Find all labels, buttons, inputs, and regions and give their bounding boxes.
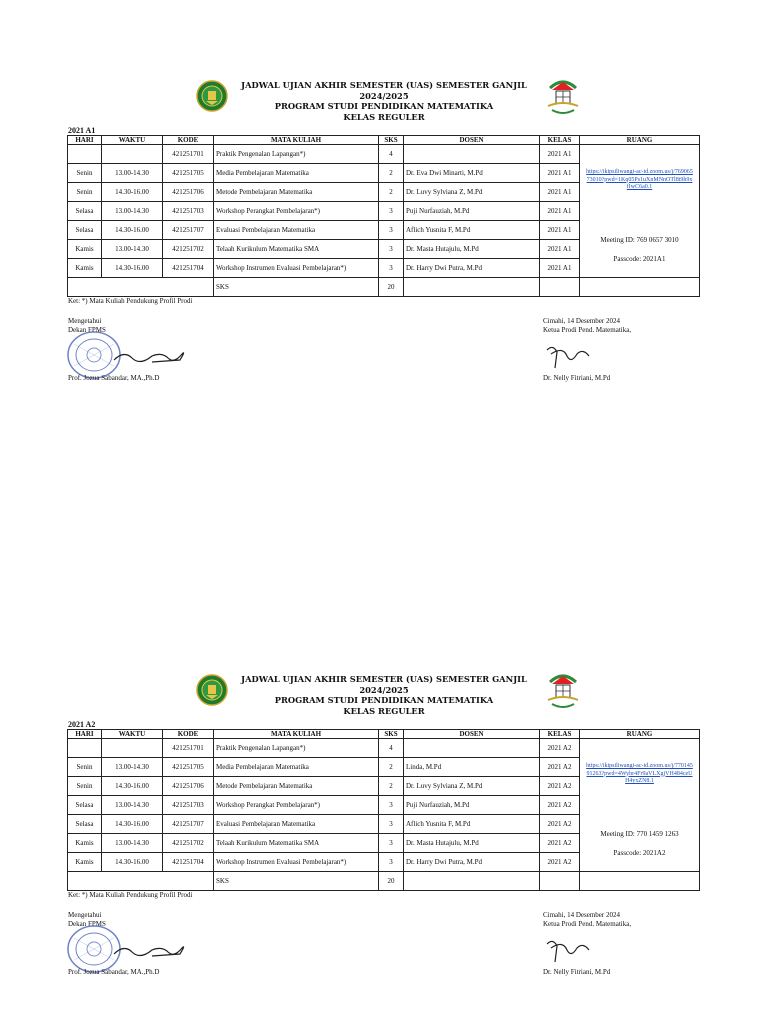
- table-row: [68, 739, 700, 758]
- cell-sks: 3: [379, 221, 404, 240]
- dean-signature-icon: [112, 344, 188, 368]
- cell-kode: 421251705: [163, 164, 214, 183]
- cell-waktu: 14.30-16.00: [102, 259, 163, 278]
- cell-kelas: 2021 A2: [540, 796, 580, 815]
- sign-left-line-1: Mengetahui: [68, 317, 102, 325]
- total-label: SKS: [214, 872, 379, 891]
- cell-sks: 4: [379, 739, 404, 758]
- head-name: Dr. Nelly Fitriani, M.Pd: [543, 374, 611, 382]
- cell-waktu: 13.00-14.30: [102, 240, 163, 259]
- head-signature-icon: [543, 936, 593, 964]
- schedule-block-a2: [0, 594, 768, 1024]
- cell-dosen: Dr. Masta Hutajulu, M.Pd: [404, 240, 540, 259]
- cell-dosen: Aflich Yusnita F, M.Pd: [404, 221, 540, 240]
- cell-mata-kuliah: Media Pembelajaran Matematika: [214, 164, 379, 183]
- cell-waktu: 13.00-14.30: [102, 202, 163, 221]
- cell-sks: 3: [379, 796, 404, 815]
- cell-kelas: 2021 A1: [540, 145, 580, 164]
- cell-ruang: [580, 145, 700, 278]
- cell-dosen: Dr. Harry Dwi Putra, M.Pd: [404, 853, 540, 872]
- cell-kode: 421251706: [163, 777, 214, 796]
- document-title: [234, 674, 534, 716]
- cell-hari: [68, 739, 102, 758]
- cell-mata-kuliah: Metode Pembelajaran Matematika: [214, 183, 379, 202]
- cell-kode: 421251704: [163, 259, 214, 278]
- cell-waktu: 14.30-16.00: [102, 221, 163, 240]
- header-mata-kuliah: MATA KULIAH: [214, 136, 379, 145]
- cell-hari: Kamis: [68, 259, 102, 278]
- title-line-3: KELAS REGULER: [343, 705, 425, 716]
- cell-kode: 421251703: [163, 202, 214, 221]
- cell-hari: Senin: [68, 164, 102, 183]
- cell-kode: 421251707: [163, 815, 214, 834]
- cell-dosen: Dr. Masta Hutajulu, M.Pd: [404, 834, 540, 853]
- table-total-row: [68, 872, 700, 891]
- university-logo-icon: [196, 80, 228, 112]
- cell-hari: Selasa: [68, 202, 102, 221]
- cell-kelas: 2021 A1: [540, 221, 580, 240]
- cell-mata-kuliah: Metode Pembelajaran Matematika: [214, 777, 379, 796]
- class-label: 2021 A1: [68, 126, 96, 135]
- cell-sks: 3: [379, 240, 404, 259]
- header-waktu: WAKTU: [102, 730, 163, 739]
- cell-mata-kuliah: Workshop Perangkat Pembelajaran*): [214, 796, 379, 815]
- passcode: Passcode: 2021A1: [613, 254, 666, 263]
- cell-sks: 2: [379, 758, 404, 777]
- cell-hari: Kamis: [68, 834, 102, 853]
- cell-dosen: Puji Nurfauziah, M.Pd: [404, 796, 540, 815]
- cell-kode: 421251704: [163, 853, 214, 872]
- table-total-row: [68, 278, 700, 297]
- schedule-table: [67, 135, 700, 297]
- cell-mata-kuliah: Media Pembelajaran Matematika: [214, 758, 379, 777]
- header-kelas: KELAS: [540, 730, 580, 739]
- passcode: Passcode: 2021A2: [613, 848, 666, 857]
- cell-kelas: 2021 A2: [540, 853, 580, 872]
- cell-hari: Selasa: [68, 796, 102, 815]
- cell-dosen: Aflich Yusnita F, M.Pd: [404, 815, 540, 834]
- cell-kelas: 2021 A2: [540, 739, 580, 758]
- footnote: Ket: *) Mata Kuliah Pendukung Profil Prodi: [68, 297, 193, 305]
- head-name: Dr. Nelly Fitriani, M.Pd: [543, 968, 611, 976]
- cell-waktu: 13.00-14.30: [102, 834, 163, 853]
- sign-right-line-1: Cimahi, 14 Desember 2024: [543, 911, 620, 919]
- header-sks: SKS: [379, 136, 404, 145]
- cell-mata-kuliah: Evaluasi Pembelajaran Matematika: [214, 815, 379, 834]
- cell-mata-kuliah: Telaah Kurikulum Matematika SMA: [214, 834, 379, 853]
- meeting-id: Meeting ID: 770 1459 1263: [600, 829, 679, 838]
- cell-hari: Kamis: [68, 240, 102, 259]
- cell-mata-kuliah: Telaah Kurikulum Matematika SMA: [214, 240, 379, 259]
- cell-sks: 2: [379, 777, 404, 796]
- total-sks: 20: [379, 278, 404, 297]
- cell-dosen: Dr. Harry Dwi Putra, M.Pd: [404, 259, 540, 278]
- sign-right-line-2: Ketua Prodi Pend. Matematika,: [543, 920, 632, 928]
- cell-kelas: 2021 A1: [540, 240, 580, 259]
- header-hari: HARI: [68, 136, 102, 145]
- cell-sks: 3: [379, 259, 404, 278]
- cell-kode: 421251705: [163, 758, 214, 777]
- table-row: [68, 145, 700, 164]
- header-mata-kuliah: MATA KULIAH: [214, 730, 379, 739]
- cell-dosen: Linda, M.Pd: [404, 758, 540, 777]
- cell-hari: Selasa: [68, 815, 102, 834]
- cell-kode: 421251703: [163, 796, 214, 815]
- header-sks: SKS: [379, 730, 404, 739]
- cell-dosen: Puji Nurfauziah, M.Pd: [404, 202, 540, 221]
- cell-kelas: 2021 A1: [540, 202, 580, 221]
- university-logo-icon: [196, 674, 228, 706]
- cell-kode: 421251707: [163, 221, 214, 240]
- cell-dosen: Dr. Eva Dwi Minarti, M.Pd: [404, 164, 540, 183]
- header-dosen: DOSEN: [404, 730, 540, 739]
- title-line-2: PROGRAM STUDI PENDIDIKAN MATEMATIKA: [274, 695, 494, 705]
- cell-kelas: 2021 A2: [540, 758, 580, 777]
- sign-right-line-2: Ketua Prodi Pend. Matematika,: [543, 326, 632, 334]
- cell-hari: Kamis: [68, 853, 102, 872]
- cell-kelas: 2021 A2: [540, 815, 580, 834]
- faculty-logo-icon: [544, 78, 582, 118]
- cell-kelas: 2021 A2: [540, 777, 580, 796]
- header-hari: HARI: [68, 730, 102, 739]
- header-dosen: DOSEN: [404, 136, 540, 145]
- cell-kelas: 2021 A1: [540, 183, 580, 202]
- cell-waktu: 13.00-14.30: [102, 796, 163, 815]
- table-header-row: [68, 136, 700, 145]
- cell-sks: 3: [379, 815, 404, 834]
- sign-left-line-2: Dekan FPMS: [68, 326, 106, 334]
- header-kode: KODE: [163, 136, 214, 145]
- title-line-2: PROGRAM STUDI PENDIDIKAN MATEMATIKA: [274, 101, 494, 111]
- header-kode: KODE: [163, 730, 214, 739]
- header-kelas: KELAS: [540, 136, 580, 145]
- class-label: 2021 A2: [68, 720, 96, 729]
- cell-waktu: [102, 739, 163, 758]
- sign-right-line-1: Cimahi, 14 Desember 2024: [543, 317, 620, 325]
- cell-dosen: [404, 145, 540, 164]
- cell-sks: 2: [379, 183, 404, 202]
- head-signature-icon: [543, 342, 593, 370]
- cell-hari: Senin: [68, 777, 102, 796]
- zoom-link[interactable]: https://ikipsiliwangi-ac-id.zoom.us/j/76906573010?pwd=1Kq05Ps1uXnMNnOTl8t9h9xfIwC6a0.1: [586, 169, 693, 190]
- cell-kode: 421251701: [163, 739, 214, 758]
- table-header-row: [68, 730, 700, 739]
- cell-hari: Selasa: [68, 221, 102, 240]
- cell-sks: 3: [379, 202, 404, 221]
- sign-left-line-2: Dekan FPMS: [68, 920, 106, 928]
- cell-kode: 421251702: [163, 240, 214, 259]
- title-line-3: KELAS REGULER: [343, 111, 425, 122]
- title-line-1: JADWAL UJIAN AKHIR SEMESTER (UAS) SEMESTER GANJIL 2024/2025: [241, 80, 527, 101]
- cell-sks: 3: [379, 853, 404, 872]
- total-sks: 20: [379, 872, 404, 891]
- total-label: SKS: [214, 278, 379, 297]
- header-waktu: WAKTU: [102, 136, 163, 145]
- cell-waktu: 14.30-16.00: [102, 777, 163, 796]
- zoom-link[interactable]: https://ikipsiliwangi-ac-id.zoom.us/j/77014591263?pwd=4Wyhr4Fr9aVLXgjVH484ceUH4yxZN8.1: [586, 763, 693, 784]
- footnote: Ket: *) Mata Kuliah Pendukung Profil Prodi: [68, 891, 193, 899]
- schedule-table: [67, 729, 700, 891]
- title-line-1: JADWAL UJIAN AKHIR SEMESTER (UAS) SEMESTER GANJIL 2024/2025: [241, 674, 527, 695]
- cell-kode: 421251702: [163, 834, 214, 853]
- header-ruang: RUANG: [580, 730, 700, 739]
- cell-mata-kuliah: Workshop Instrumen Evaluasi Pembelajaran*): [214, 259, 379, 278]
- cell-mata-kuliah: Evaluasi Pembelajaran Matematika: [214, 221, 379, 240]
- dean-name: Prof. Jozua Sabandar, MA.,Ph.D: [68, 968, 160, 976]
- cell-kelas: 2021 A1: [540, 259, 580, 278]
- dean-signature-icon: [112, 938, 188, 962]
- cell-hari: [68, 145, 102, 164]
- cell-hari: Senin: [68, 183, 102, 202]
- cell-mata-kuliah: Workshop Instrumen Evaluasi Pembelajaran*): [214, 853, 379, 872]
- cell-dosen: Dr. Luvy Sylviana Z, M.Pd: [404, 777, 540, 796]
- cell-ruang: [580, 739, 700, 872]
- cell-kelas: 2021 A2: [540, 834, 580, 853]
- cell-waktu: 14.30-16.00: [102, 853, 163, 872]
- cell-waktu: 14.30-16.00: [102, 183, 163, 202]
- cell-waktu: 13.00-14.30: [102, 758, 163, 777]
- cell-mata-kuliah: Praktik Pengenalan Lapangan*): [214, 739, 379, 758]
- cell-kode: 421251701: [163, 145, 214, 164]
- cell-dosen: Dr. Luvy Sylviana Z, M.Pd: [404, 183, 540, 202]
- cell-kelas: 2021 A1: [540, 164, 580, 183]
- cell-mata-kuliah: Workshop Perangkat Pembelajaran*): [214, 202, 379, 221]
- faculty-logo-icon: [544, 672, 582, 712]
- cell-dosen: [404, 739, 540, 758]
- cell-waktu: 13.00-14.30: [102, 164, 163, 183]
- cell-sks: 4: [379, 145, 404, 164]
- dean-name: Prof. Jozua Sabandar, MA.,Ph.D: [68, 374, 160, 382]
- cell-sks: 3: [379, 834, 404, 853]
- header-ruang: RUANG: [580, 136, 700, 145]
- cell-hari: Senin: [68, 758, 102, 777]
- cell-sks: 2: [379, 164, 404, 183]
- cell-waktu: 14.30-16.00: [102, 815, 163, 834]
- cell-mata-kuliah: Praktik Pengenalan Lapangan*): [214, 145, 379, 164]
- sign-left-line-1: Mengetahui: [68, 911, 102, 919]
- cell-kode: 421251706: [163, 183, 214, 202]
- cell-waktu: [102, 145, 163, 164]
- document-title: [234, 80, 534, 122]
- meeting-id: Meeting ID: 769 0657 3010: [600, 235, 679, 244]
